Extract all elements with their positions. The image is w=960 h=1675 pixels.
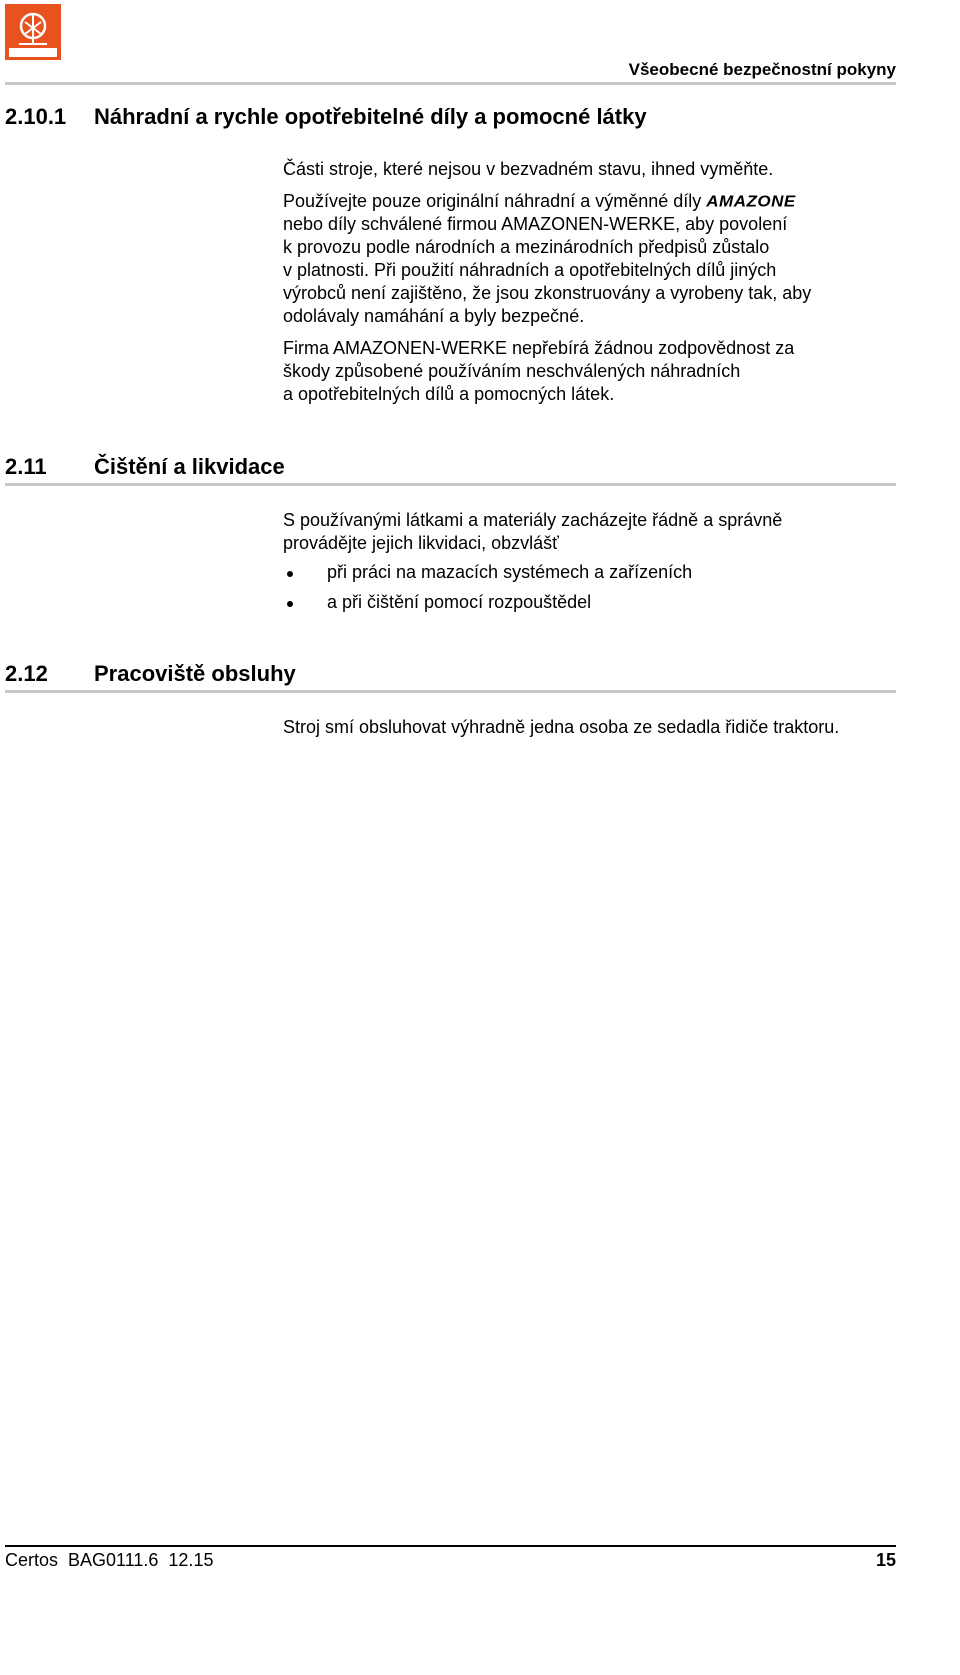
text-line: výrobců není zajištěno, že jsou zkonstruovány a vyrobeny tak, aby <box>283 283 812 303</box>
amazone-logo <box>5 4 61 60</box>
section-2-11-body <box>283 509 883 621</box>
bullet-icon <box>287 571 293 577</box>
text-line: S používanými látkami a materiály zacházejte řádně a správně <box>283 510 783 530</box>
text-line: a opotřebitelných dílů a pomocných látek. <box>283 384 615 404</box>
brand-wordmark: AMAZONE <box>706 192 796 211</box>
text-line: nebo díly schválené firmou AMAZONEN-WERKE, aby povolení <box>283 214 788 234</box>
section-divider <box>5 483 896 486</box>
list-item <box>283 591 883 614</box>
page-number: 15 <box>875 1550 896 1570</box>
paragraph <box>283 337 883 406</box>
paragraph <box>283 509 883 555</box>
header-divider <box>5 82 896 85</box>
section-heading-2-10-1 <box>5 104 647 130</box>
list-item <box>283 561 883 584</box>
section-number: 2.10.1 <box>5 104 67 129</box>
text-line: v platnosti. Při použití náhradních a opotřebitelných dílů jiných <box>283 260 777 280</box>
footer-divider <box>5 1545 896 1547</box>
text-line: provádějte jejich likvidaci, obzvlášť <box>283 533 559 553</box>
section-title: Pracoviště obsluhy <box>94 661 296 686</box>
amazone-logo-icon <box>5 4 61 60</box>
footer-document-id: Certos BAG0111.6 12.15 <box>5 1550 214 1570</box>
section-heading-2-12 <box>5 661 296 687</box>
list-item-text: a při čištění pomocí rozpouštědel <box>327 592 592 612</box>
text-line: k provozu podle národních a mezinárodních předpisů zůstalo <box>283 237 770 257</box>
section-title: Čištění a likvidace <box>94 454 285 479</box>
section-number: 2.12 <box>5 661 48 686</box>
section-title: Náhradní a rychle opotřebitelné díly a pomocné látky <box>94 104 647 129</box>
paragraph: Části stroje, které nejsou v bezvadném stavu, ihned vyměňte. <box>283 159 774 179</box>
section-number: 2.11 <box>5 454 47 479</box>
section-2-12-body <box>283 716 923 748</box>
paragraph <box>283 190 883 328</box>
section-2-10-1-body <box>283 158 883 415</box>
list-item-text: při práci na mazacích systémech a zařízeních <box>327 562 693 582</box>
bullet-icon <box>287 601 293 607</box>
text-run: Používejte pouze originální náhradní a výměnné díly <box>283 191 707 211</box>
text-line: odolávaly namáhání a byly bezpečné. <box>283 306 585 326</box>
text-line: škody způsobené používáním neschválených náhradních <box>283 361 741 381</box>
section-heading-2-11 <box>5 454 285 480</box>
paragraph: Stroj smí obsluhovat výhradně jedna osoba ze sedadla řidiče traktoru. <box>283 717 840 737</box>
section-divider <box>5 690 896 693</box>
header-section-title: Všeobecné bezpečnostní pokyny <box>628 60 896 79</box>
text-line: Firma AMAZONEN-WERKE nepřebírá žádnou zodpovědnost za <box>283 338 795 358</box>
